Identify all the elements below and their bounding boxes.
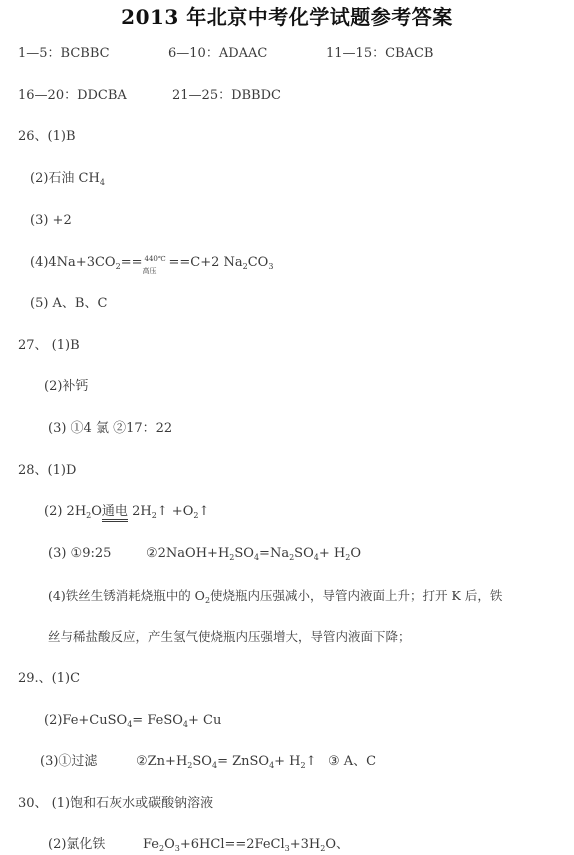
choice-answers-1-5: 1—5：BCBBC — [18, 46, 110, 61]
reaction-condition: 440℃ 高压 — [142, 255, 166, 275]
q30-heading: 30、 (1)饱和石灰水或碳酸钠溶液 — [18, 796, 214, 811]
choice-answers-6-10: 6—10：ADAAC — [168, 46, 268, 61]
q28-answer-3-1: (3) ①9:25 — [48, 546, 112, 561]
q27-answer-2: (2)补钙 — [44, 379, 89, 394]
q26-heading: 26、(1)B — [18, 129, 76, 144]
q29-answer-3-2-equation: $②Zn+H_2SO_4=$ ZnSO$_4$+ $H_2↑$ — [136, 754, 317, 770]
page-title: 2013 年北京中考化学试题参考答案 — [121, 5, 453, 29]
q28-answer-2-equation: (2) $2H_2O$通电 $2H_2↑$ $+O_2↑$ — [44, 504, 210, 520]
q29-answer-2-equation: (2)Fe+CuSO$_4$= FeSO$_4$+ Cu — [44, 713, 222, 729]
choice-answers-11-15: 11—15：CBACB — [326, 46, 434, 61]
q27-answer-3: (3) ①4 氯 ②17：22 — [48, 421, 173, 436]
q27-heading: 27、 (1)B — [18, 338, 80, 353]
q29-answer-3-3: ③ A、C — [328, 754, 377, 769]
electrolysis-condition: 通电 — [102, 504, 128, 522]
q29-heading: 29.、(1)C — [18, 671, 81, 686]
q29-answer-3-1: (3)①过滤 — [40, 754, 98, 769]
choice-answers-21-25: 21—25：DBBDC — [172, 88, 281, 103]
q28-answer-4-line-2: 丝与稀盐酸反应，产生氢气使烧瓶内压强增大，导管内液面下降； — [48, 629, 411, 644]
q28-answer-4-line-1: (4)铁丝生锈消耗烧瓶中的 $O_2$使烧瓶内压强减小，导管内液面上升；打开 K 后，铁 — [48, 588, 503, 605]
q26-answer-5: (5) A、B、C — [30, 296, 108, 311]
choice-answers-16-20: 16—20：DDCBA — [18, 88, 127, 103]
q30-answer-2-equation: $Fe_2O_3+6HCl==2FeCl_3+3H_2O$、 — [143, 837, 350, 853]
q28-answer-3-2-equation: $②2NaOH+H_2SO_4=Na_2SO_4+ H_2O$ — [146, 546, 361, 562]
q26-answer-4-equation: $(4)4Na+3CO_2==$ 440℃ 高压 ==C+2 $Na_2CO_3$ — [30, 255, 274, 275]
q26-answer-3: (3) +2 — [30, 213, 72, 228]
q30-answer-2: (2)氯化铁 — [48, 837, 106, 852]
q28-heading: 28、(1)D — [18, 463, 77, 478]
q26-answer-2: (2)石油 $CH_4$ — [30, 171, 105, 187]
